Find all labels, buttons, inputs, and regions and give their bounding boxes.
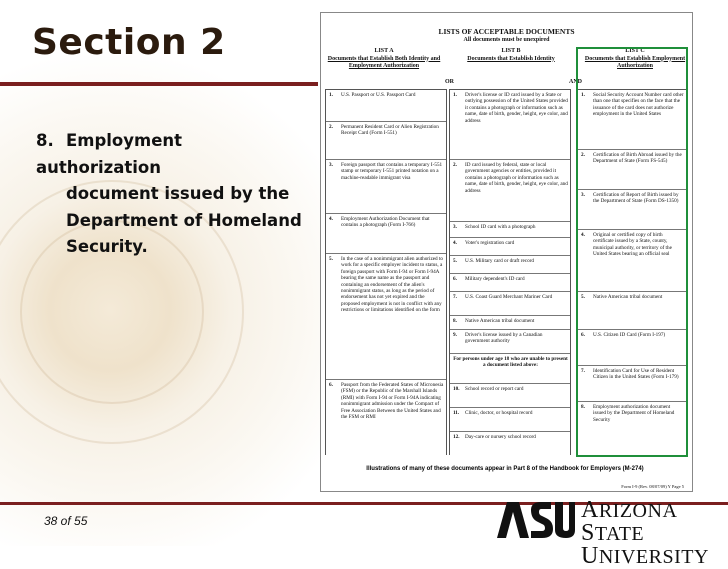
item-line-2: document issued by the: [66, 184, 290, 203]
list-b-header: [459, 48, 563, 63]
list-a-item: 4. Employment Authorization Document that contains a photograph (Form I-766): [326, 214, 446, 254]
list-c-item: 3. Certification of Report of Birth issued by the Department of State (Form DS-1350): [578, 190, 686, 230]
asu-logo: [497, 497, 719, 569]
and-separator: AND: [569, 79, 582, 85]
list-b-item: 7. U.S. Coast Guard Merchant Mariner Card: [450, 292, 570, 316]
slide-title: Section 2: [32, 22, 226, 63]
list-b-label: LIST B: [501, 48, 521, 54]
item-line-3: Department of Homeland: [66, 210, 302, 230]
asu-mark-icon: [497, 500, 575, 540]
wordmark-niversity: NIVERSITY: [598, 546, 709, 568]
list-c-item: 4. Original or certified copy of birth certificate issued by a State, county, municipal authority, or territory of the United States bearing an official seal: [578, 230, 686, 292]
list-b-heading: Documents that Establish Identity: [467, 55, 555, 62]
page-number: 38 of 55: [44, 514, 88, 528]
or-separator: OR: [445, 79, 454, 85]
list-a-label: LIST A: [374, 48, 394, 54]
list-a-column: [325, 89, 447, 455]
item-number: 8.: [36, 131, 54, 150]
list-a-item: 6. Passport from the Federated States of Micronesia (FSM) or the Republic of the Marshall Islands (RMI) with Form I-94 or Form I-94A indicating nonimmigrant admission under the Compact of Free Association Between the United States and the FSM or RMI: [329, 382, 444, 421]
list-b-item: 11. Clinic, doctor, or hospital record: [450, 408, 570, 432]
list-b-item: 8. Native American tribal document: [450, 316, 570, 330]
list-c-column: [577, 89, 687, 455]
list-c-item: 5. Native American tribal document: [578, 292, 686, 330]
list-a-item: 3. Foreign passport that contains a temporary I-551 stamp or temporary I-551 printed notation on a machine-readable immigrant visa: [326, 160, 446, 214]
item-line-1: Employment authorization: [36, 131, 183, 177]
list-b-item: 9. Driver's license issued by a Canadian government authority: [450, 330, 570, 354]
list-b-item: 2. ID card issued by federal, state or local government agencies or entities, provided it contains a photograph or information such as name, date of birth, gender, height, eye color, and address: [450, 160, 570, 222]
list-b-item: 10. School record or report card: [450, 384, 570, 408]
list-b-column: [449, 89, 571, 455]
list-b-item: 3. School ID card with a photograph: [450, 222, 570, 238]
slide-body: [36, 128, 308, 261]
list-c-header: [583, 48, 687, 71]
title-underline: [0, 82, 318, 86]
list-c-label: LIST C: [625, 48, 645, 54]
list-b-item: 5. U.S. Military card or draft record: [450, 256, 570, 274]
list-a-heading: Documents that Establish Both Identity and Employment Authorization: [327, 55, 441, 69]
wordmark-tate: TATE: [594, 523, 645, 545]
list-c-heading: Documents that Establish Employment Authorization: [584, 55, 686, 69]
wordmark-s: S: [581, 520, 595, 546]
list-a-item: 1. U.S. Passport or U.S. Passport Card: [326, 90, 446, 122]
form-footer-note: Illustrations of many of these documents appear in Part 8 of the Handbook for Employers (M-274): [366, 466, 644, 472]
list-c-item: 2. Certification of Birth Abroad issued by the Department of State (Form FS-545): [578, 150, 686, 190]
wordmark-a: A: [581, 497, 599, 523]
list-c-item: 1. Social Security Account Number card other than one that specifies on the face that the issuance of the card does not authorize employment in the United States: [578, 90, 686, 150]
form-id: Form I-9 (Rev. 08/07/09) Y Page 5: [621, 484, 684, 489]
list-b-under18-heading: For persons under age 18 who are unable to present a document listed above:: [450, 354, 570, 384]
list-a-header: [325, 48, 443, 71]
asu-wordmark: [581, 499, 719, 568]
list-b-item: 6. Military dependent's ID card: [450, 274, 570, 292]
list-b-item: 1. Driver's license or ID card issued by a State or outlying possession of the United States provided it contains a photograph or information such as name, date of birth, gender, height, eye color, and address: [450, 90, 570, 160]
list-c-item: 7. Identification Card for Use of Resident Citizen in the United States (Form I-179): [578, 366, 686, 402]
list-c-item: 8. Employment authorization document issued by the Department of Homeland Security: [581, 404, 675, 423]
wordmark-u: U: [581, 543, 599, 569]
list-b-item: 12. Day-care or nursery school record: [453, 434, 536, 440]
wordmark-rizona: RIZONA: [598, 500, 677, 522]
form-subtitle: All documents must be unexpired: [463, 37, 550, 43]
list-b-item: 4. Voter's registration card: [450, 238, 570, 256]
item-line-4: Security.: [66, 237, 148, 256]
list-a-item: 5. In the case of a nonimmigrant alien authorized to work for a specific employer incident to status, a foreign passport with Form I-94 or Form I-94A bearing the same name as the passport and containing an endorsement of the alien's nonimmigrant status, as long as the period of endorsement has not yet expired and the proposed employment is not in conflict with any restrictions or limitations identified on the form: [326, 254, 446, 380]
form-title: LISTS OF ACCEPTABLE DOCUMENTS: [438, 27, 575, 36]
form-i9-lists: [320, 12, 693, 492]
list-a-item: 2. Permanent Resident Card or Alien Registration Receipt Card (Form I-551): [326, 122, 446, 160]
list-c-item: 6. U.S. Citizen ID Card (Form I-197): [578, 330, 686, 366]
